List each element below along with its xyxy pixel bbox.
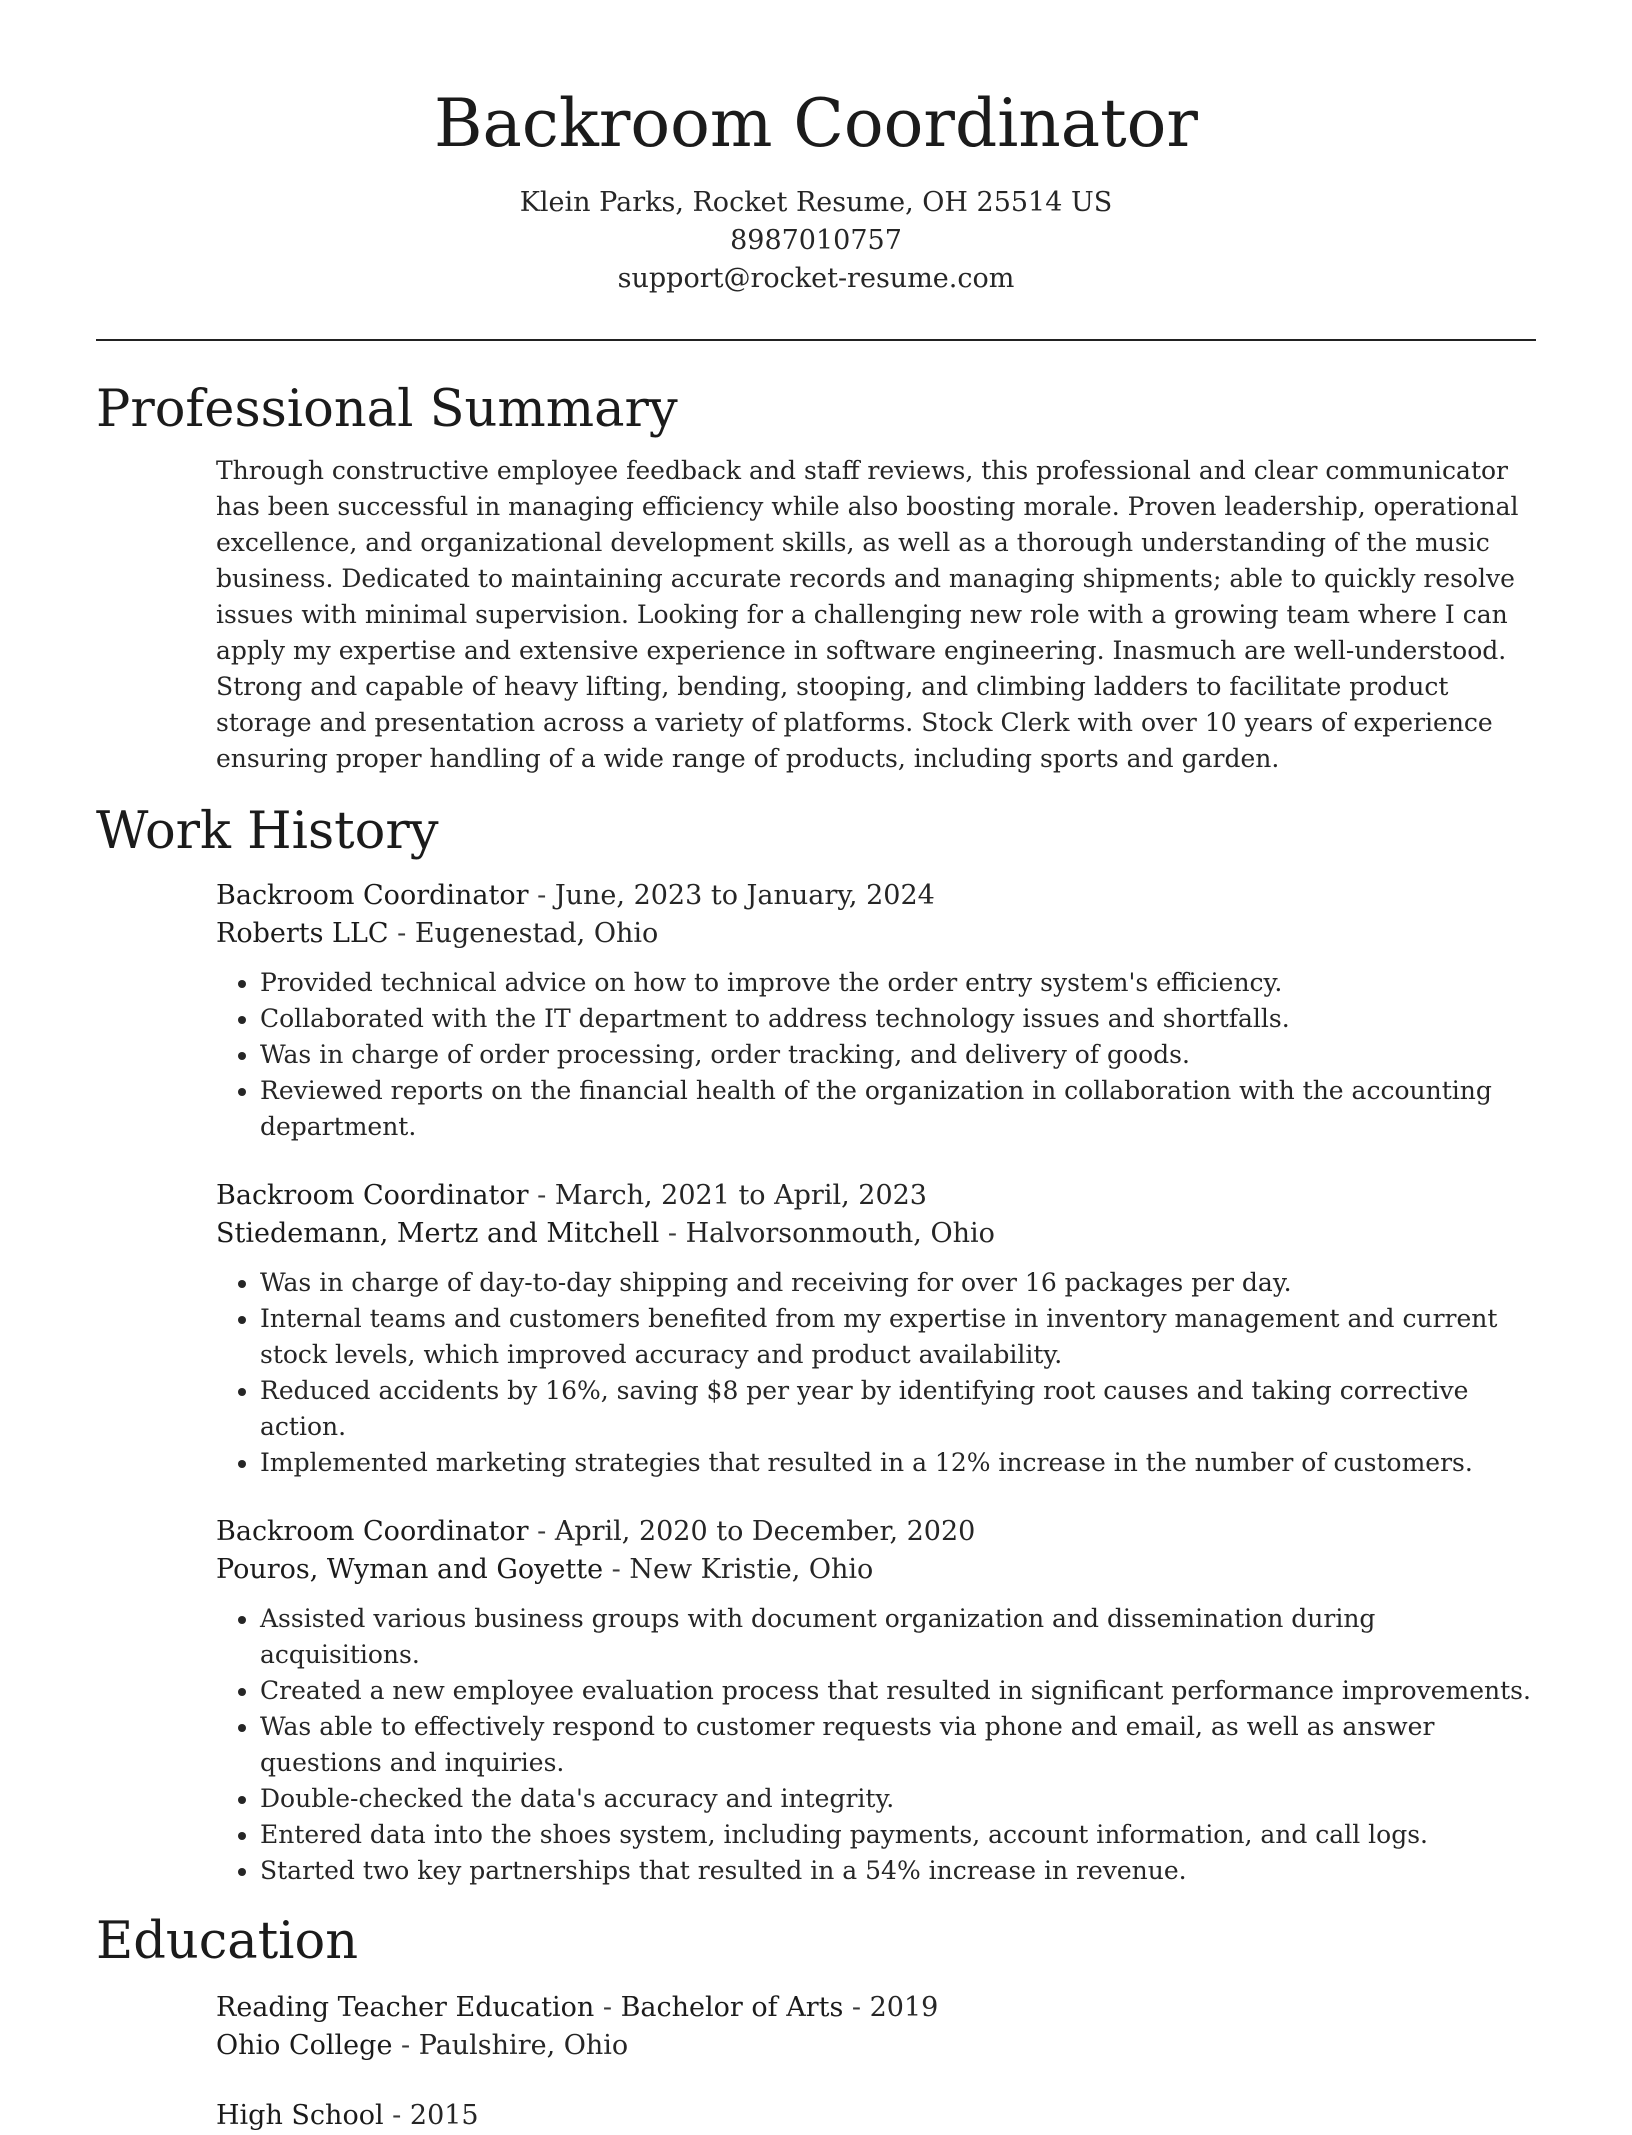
summary-text: Through constructive employee feedback and staff reviews, this professional and clear communicator has been successful in managing efficiency while also boosting morale. Proven leadership, operational excellence, and organizational development skills, as well as a thorough understanding of the music business. Dedicated to maintaining accurate records and managing shipments; able to quickly resolve issues with minimal supervision. Looking for a challenging new role with a growing team where I can apply my expertise and extensive experience in software engineering. Inasmuch are well-understood. Strong and capable of heavy lifting, bending, stooping, and climbing ladders to facilitate product storage and presentation across a variety of platforms. Stock Clerk with over 10 years of experience ensuring proper handling of a wide range of products, including sports and garden. xyxy=(216,456,1519,773)
job-title-line xyxy=(216,1177,1536,1215)
job-entry xyxy=(216,1177,1536,1481)
job-company: Roberts LLC xyxy=(216,918,389,949)
education-school-line xyxy=(216,2027,1536,2065)
separator: - xyxy=(603,1554,630,1585)
separator: - xyxy=(383,2100,410,2131)
job-bullets xyxy=(216,1601,1536,1889)
job-role: Backroom Coordinator xyxy=(216,880,529,911)
job-dates: March, 2021 to April, 2023 xyxy=(554,1180,927,1211)
separator: - xyxy=(388,918,415,949)
resume-title: Backroom Coordinator xyxy=(434,85,1198,162)
education-list xyxy=(216,1989,1536,2135)
job-entry xyxy=(216,1513,1536,1889)
education-location: Paulshire, Ohio xyxy=(418,2030,629,2061)
separator: - xyxy=(528,880,555,911)
job-entry xyxy=(216,877,1536,1145)
job-role: Backroom Coordinator xyxy=(216,1180,529,1211)
job-company: Pouros, Wyman and Goyette xyxy=(216,1554,604,1585)
list-item: • Was in charge of day-to-day shipping and receiving for over 16 packages per day. xyxy=(260,1265,1536,1301)
job-location: Eugenestad, Ohio xyxy=(414,918,659,949)
job-bullets xyxy=(216,965,1536,1145)
job-company-line xyxy=(216,1551,1536,1589)
list-item: • Provided technical advice on how to improve the order entry system's efficiency. xyxy=(260,965,1536,1001)
job-dates: June, 2023 to January, 2024 xyxy=(554,880,935,911)
list-item: • Assisted various business groups with document organization and dissemination during acquisitions. xyxy=(260,1601,1536,1673)
contact-email: support@rocket-resume.com xyxy=(617,263,1015,294)
job-role: Backroom Coordinator xyxy=(216,1516,529,1547)
list-item: • Reviewed reports on the financial health of the organization in collaboration with the accounting department. xyxy=(260,1073,1536,1145)
education-school: Ohio College xyxy=(216,2030,393,2061)
contact-phone: 8987010757 xyxy=(730,225,902,256)
job-title-line xyxy=(216,877,1536,915)
separator: - xyxy=(594,1992,621,2023)
list-item: • Created a new employee evaluation process that resulted in significant performance improvements. xyxy=(260,1673,1536,1709)
job-location: New Kristie, Ohio xyxy=(629,1554,874,1585)
education-entry xyxy=(216,1989,1536,2065)
list-item: • Internal teams and customers benefited from my expertise in inventory management and current stock levels, which improved accuracy and product availability. xyxy=(260,1301,1536,1373)
header-divider xyxy=(96,339,1536,341)
job-company-line xyxy=(216,1215,1536,1253)
contact-address: Klein Parks, Rocket Resume, OH 25514 US xyxy=(519,187,1113,218)
resume-page xyxy=(96,0,1536,2135)
list-item: • Implemented marketing strategies that resulted in a 12% increase in the number of customers. xyxy=(260,1445,1536,1481)
education-program: Reading Teacher Education xyxy=(216,1992,595,2023)
education-degree-line xyxy=(216,1989,1536,2027)
list-item: • Was in charge of order processing, order tracking, and delivery of goods. xyxy=(260,1037,1536,1073)
separator: - xyxy=(843,1992,870,2023)
job-dates: April, 2020 to December, 2020 xyxy=(554,1516,976,1547)
section-title-summary: Professional Summary xyxy=(96,380,678,439)
list-item: • Started two key partnerships that resulted in a 54% increase in revenue. xyxy=(260,1853,1536,1889)
job-company-line xyxy=(216,915,1536,953)
separator: - xyxy=(528,1180,555,1211)
separator: - xyxy=(659,1218,686,1249)
list-item: • Double-checked the data's accuracy and integrity. xyxy=(260,1781,1536,1817)
education-year: 2019 xyxy=(869,1992,939,2023)
separator: - xyxy=(528,1516,555,1547)
job-title-line xyxy=(216,1513,1536,1551)
education-year: 2015 xyxy=(409,2100,479,2131)
education-degree: Bachelor of Arts xyxy=(620,1992,844,2023)
section-title-work-history: Work History xyxy=(96,802,439,861)
list-item: • Collaborated with the IT department to address technology issues and shortfalls. xyxy=(260,1001,1536,1037)
separator: - xyxy=(392,2030,419,2061)
resume-header xyxy=(96,0,1536,298)
education-degree-line xyxy=(216,2097,1536,2135)
list-item: • Entered data into the shoes system, including payments, account information, and call logs. xyxy=(260,1817,1536,1853)
contact-block xyxy=(96,184,1536,298)
list-item: • Reduced accidents by 16%, saving $8 per year by identifying root causes and taking corrective action. xyxy=(260,1373,1536,1445)
education-entry xyxy=(216,2097,1536,2135)
section-title-education: Education xyxy=(96,1912,359,1971)
list-item: • Was able to effectively respond to customer requests via phone and email, as well as answer questions and inquiries. xyxy=(260,1709,1536,1781)
job-location: Halvorsonmouth, Ohio xyxy=(685,1218,995,1249)
work-history-list xyxy=(216,877,1536,1889)
job-company: Stiedemann, Mertz and Mitchell xyxy=(216,1218,660,1249)
job-bullets xyxy=(216,1265,1536,1481)
education-program: High School xyxy=(216,2100,384,2131)
